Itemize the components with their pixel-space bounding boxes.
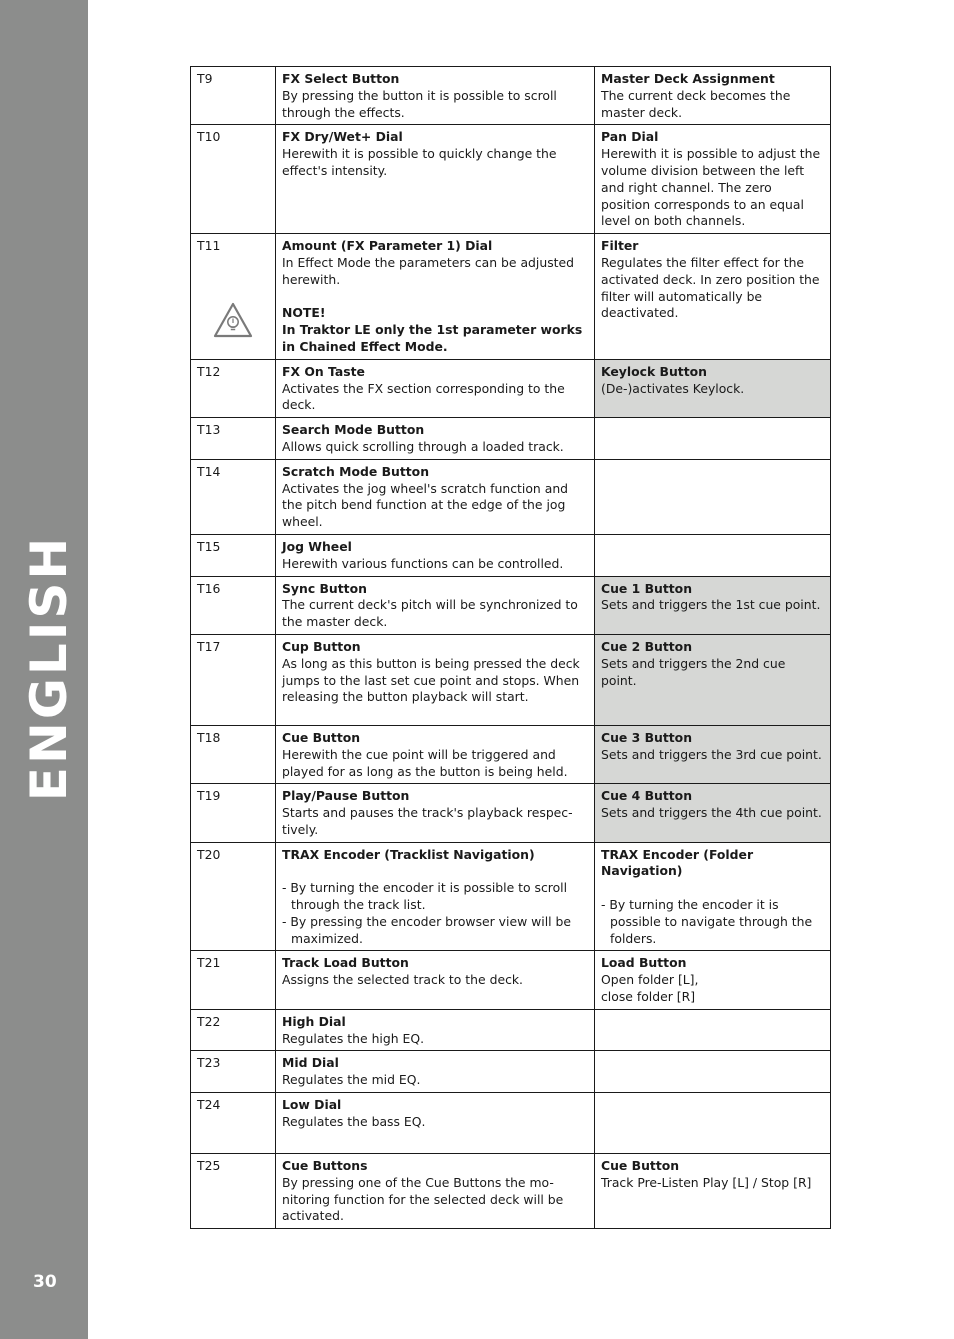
function-description: As long as this button is being pressed the deck jumps to the last set cue point and stops. When releasing the button playback will start. (282, 655, 580, 705)
function-description: Regulates the high EQ. (282, 1030, 425, 1046)
table-row (191, 1093, 831, 1154)
row-id: T11 (197, 238, 221, 254)
function-description: Herewith it is possible to adjust the volume division between the left and right channel. The zero position corresponds to an equal level on both channels. (601, 146, 821, 229)
alt-function-cell (595, 534, 831, 576)
function-title: Mid Dial (282, 1055, 339, 1071)
function-description: Allows quick scrolling through a loaded track. (282, 438, 564, 454)
table-row (191, 418, 831, 460)
function-title: Play/Pause Button (282, 788, 410, 804)
bullet-item: - By turning the encoder it is possible to navigate through the folders. (601, 897, 813, 946)
main-function-cell (276, 634, 595, 725)
function-description: Sets and triggers the 2nd cue point. (601, 655, 786, 688)
warning-triangle-lightbulb-icon (213, 302, 253, 338)
function-title: Jog Wheel (282, 538, 352, 554)
table-row (191, 634, 831, 725)
function-description: Herewith it is possible to quickly change the effect's intensity. (282, 146, 557, 178)
table-row (191, 234, 831, 360)
main-function-cell (276, 1093, 595, 1154)
alt-function-cell (595, 234, 831, 360)
alt-function-cell (595, 67, 831, 125)
main-function-cell (276, 1051, 595, 1093)
table-row (191, 576, 831, 634)
function-description: Sets and triggers the 4th cue point. (601, 805, 822, 821)
function-description: close folder [R] (601, 989, 696, 1005)
function-description: Track Pre-Listen Play [L] / Stop [R] (601, 1174, 812, 1190)
bullet-item: - By pressing the encoder browser view will be maximized. (282, 913, 572, 946)
function-title: Search Mode Button (282, 422, 425, 438)
language-label: ENGLISH (20, 534, 78, 802)
main-function-cell (276, 784, 595, 842)
main-function-cell (276, 418, 595, 460)
table-row (191, 125, 831, 234)
function-description: By pressing one of the Cue Buttons the mo-nitoring function for the selected deck will be activated. (282, 1174, 564, 1224)
function-description: Starts and pauses the track's playback respec-tively. (282, 805, 573, 837)
controls-table (190, 66, 831, 1229)
function-title: Amount (FX Parameter 1) Dial (282, 238, 493, 254)
function-title: Cue 3 Button (601, 729, 693, 745)
row-id: T22 (191, 1009, 276, 1051)
function-title: TRAX Encoder (Folder Navigation) (601, 846, 754, 879)
row-id: T10 (191, 125, 276, 234)
row-id: T9 (191, 67, 276, 125)
function-description: Regulates the mid EQ. (282, 1072, 421, 1088)
function-title: Low Dial (282, 1097, 342, 1113)
alt-function-cell (595, 784, 831, 842)
main-function-cell (276, 1009, 595, 1051)
function-title: Load Button (601, 955, 687, 971)
row-id: T15 (191, 534, 276, 576)
alt-function-cell (595, 1009, 831, 1051)
main-function-cell (276, 359, 595, 417)
note-text: In Traktor LE only the 1st parameter works in Chained Effect Mode. (282, 322, 583, 354)
alt-function-cell (595, 725, 831, 783)
alt-function-cell (595, 634, 831, 725)
main-function-cell (276, 951, 595, 1009)
main-function-cell (276, 725, 595, 783)
row-id: T13 (191, 418, 276, 460)
function-title: Cup Button (282, 638, 361, 654)
main-function-cell (276, 842, 595, 951)
table-row (191, 842, 831, 951)
main-function-cell (276, 576, 595, 634)
table-row (191, 1051, 831, 1093)
main-function-cell (276, 234, 595, 360)
function-title: Pan Dial (601, 129, 659, 145)
main-function-cell (276, 1154, 595, 1229)
row-id: T19 (191, 784, 276, 842)
page-number: 30 (33, 1272, 57, 1292)
alt-function-cell (595, 359, 831, 417)
function-title: Filter (601, 238, 639, 254)
alt-function-cell (595, 459, 831, 534)
row-id-cell (191, 234, 276, 360)
table-row (191, 534, 831, 576)
main-function-cell (276, 67, 595, 125)
alt-function-cell (595, 418, 831, 460)
function-title: Cue 2 Button (601, 638, 693, 654)
function-title: Master Deck Assignment (601, 71, 775, 86)
alt-function-cell (595, 1051, 831, 1093)
function-description: Assigns the selected track to the deck. (282, 972, 523, 988)
function-description: Regulates the filter effect for the activated deck. In zero position the filter will automatically be deactivated. (601, 254, 820, 321)
function-description: The current deck becomes the master deck. (601, 87, 791, 120)
function-description: The current deck's pitch will be synchronized to the master deck. (282, 597, 578, 630)
function-title: FX Select Button (282, 71, 400, 86)
table-row (191, 459, 831, 534)
table-row (191, 1154, 831, 1229)
function-description: Activates the jog wheel's scratch function and the pitch bend function at the edge of the jog wheel. (282, 480, 569, 530)
function-title: High Dial (282, 1013, 346, 1029)
row-id: T20 (191, 842, 276, 951)
function-title: Keylock Button (601, 363, 707, 379)
function-title: Cue Button (601, 1158, 680, 1174)
function-description: Herewith various functions can be controlled. (282, 555, 564, 571)
function-description: Sets and triggers the 1st cue point. (601, 597, 821, 613)
row-id: T12 (191, 359, 276, 417)
note-label: NOTE! (282, 305, 326, 321)
function-title: Sync Button (282, 580, 367, 596)
row-id: T17 (191, 634, 276, 725)
function-title: Cue 1 Button (601, 580, 693, 596)
main-function-cell (276, 534, 595, 576)
main-function-cell (276, 125, 595, 234)
row-id: T24 (191, 1093, 276, 1154)
function-title: FX On Taste (282, 363, 365, 379)
row-id: T18 (191, 725, 276, 783)
row-id: T21 (191, 951, 276, 1009)
table-row (191, 951, 831, 1009)
function-title: Scratch Mode Button (282, 463, 430, 479)
row-id: T14 (191, 459, 276, 534)
function-title: Cue Buttons (282, 1158, 368, 1174)
row-id: T16 (191, 576, 276, 634)
alt-function-cell (595, 576, 831, 634)
function-description: (De-)activates Keylock. (601, 380, 745, 396)
table-row (191, 359, 831, 417)
function-title: Cue Button (282, 729, 361, 745)
language-sidebar (0, 0, 88, 1339)
function-description: Regulates the bass EQ. (282, 1113, 426, 1129)
function-description: Herewith the cue point will be triggered and played for as long as the button is being held. (282, 746, 568, 779)
table-row (191, 784, 831, 842)
alt-function-cell (595, 842, 831, 951)
function-title: TRAX Encoder (Tracklist Navigation) (282, 846, 535, 862)
alt-function-cell (595, 1154, 831, 1229)
table-row (191, 67, 831, 125)
row-id: T23 (191, 1051, 276, 1093)
function-title: Track Load Button (282, 955, 409, 971)
function-description: Open folder [L], (601, 972, 699, 988)
function-title: FX Dry/Wet+ Dial (282, 129, 403, 145)
main-function-cell (276, 459, 595, 534)
function-title: Cue 4 Button (601, 788, 693, 804)
bullet-item: - By turning the encoder it is possible to scroll through the track list. (282, 880, 568, 913)
alt-function-cell (595, 125, 831, 234)
alt-function-cell (595, 951, 831, 1009)
function-description: In Effect Mode the parameters can be adjusted herewith. (282, 254, 575, 287)
row-id: T25 (191, 1154, 276, 1229)
table-row (191, 1009, 831, 1051)
function-description: By pressing the button it is possible to scroll through the effects. (282, 87, 557, 120)
function-description: Activates the FX section corresponding to the deck. (282, 380, 565, 413)
alt-function-cell (595, 1093, 831, 1154)
function-description: Sets and triggers the 3rd cue point. (601, 746, 822, 762)
table-row (191, 725, 831, 783)
